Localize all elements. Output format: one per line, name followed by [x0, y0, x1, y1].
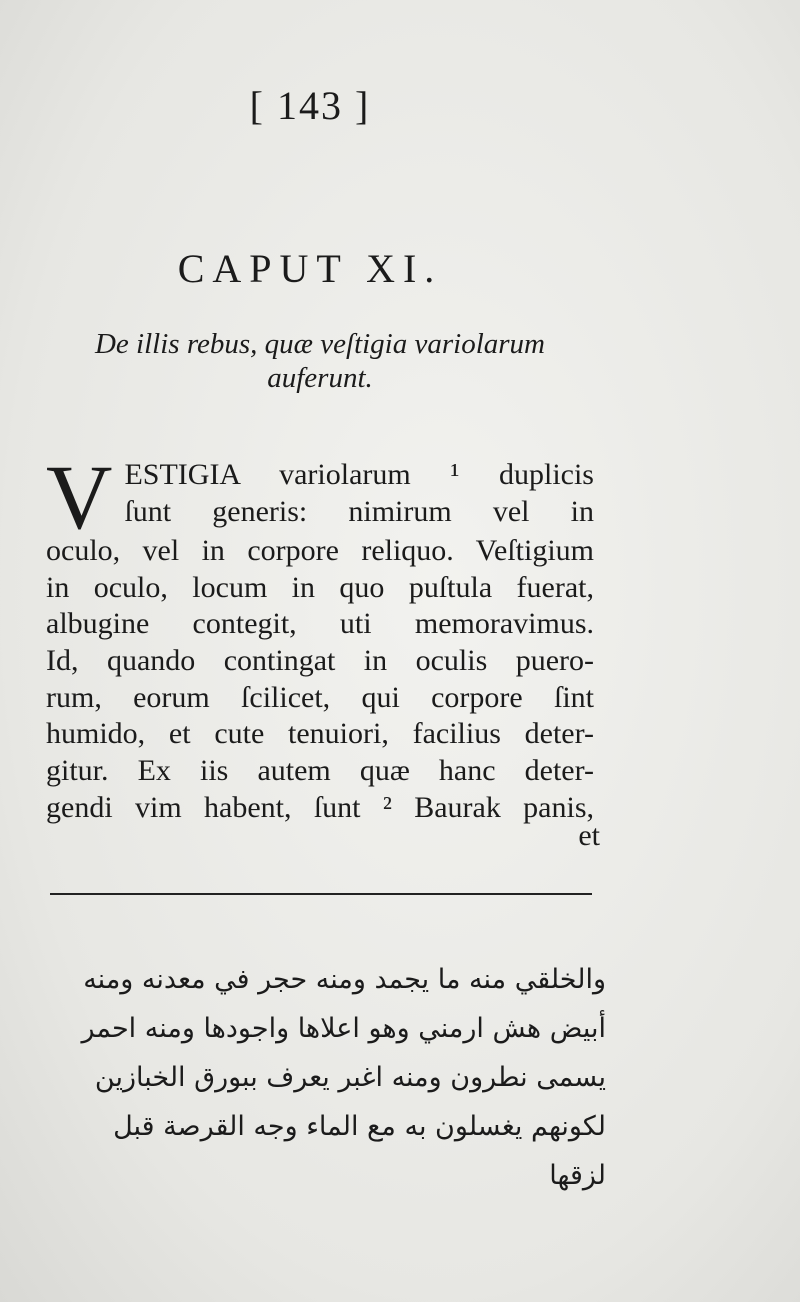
text-line: oculo, vel in corpore reliquo. Veſtigium [46, 534, 594, 567]
arabic-line: يسمى نطرون ومنه اغبر يعرف ببورق الخبازين [94, 1062, 606, 1093]
body-text [46, 446, 594, 827]
text-line: humido, et cute tenuiori, facilius deter- [46, 717, 594, 751]
text-line: ESTIGIA variolarum ¹ duplicis [124, 458, 594, 491]
chapter-subtitle: De illis rebus, quæ veſtigia variolarum auferunt. [94, 328, 545, 394]
arabic-line: لكونهم يغسلون به مع الماء وجه القرصة قبل [113, 1111, 606, 1142]
chapter-title: CAPUT XI. [177, 246, 443, 291]
arabic-line: والخلقي منه ما يجمد ومنه حجر في معدنه ومنه [83, 964, 606, 995]
catchword: et [578, 819, 600, 852]
text-line: gitur. Ex iis autem quæ hanc deter- [46, 754, 594, 788]
text-line: albugine contegit, uti memoravimus. [46, 607, 594, 641]
text-line: in oculo, locum in quo puſtula fuerat, [46, 570, 594, 604]
text-line: rum, eorum ſcilicet, qui corpore ſint [46, 680, 594, 714]
arabic-line: لزقها [549, 1160, 606, 1191]
arabic-footnote [46, 955, 606, 1200]
text-line: gendi vim habent, ſunt ² Baurak panis, [46, 790, 594, 824]
footnote-divider [50, 893, 592, 895]
text-line: Id, quando contingat in oculis puero- [46, 644, 594, 678]
drop-cap: V [46, 446, 113, 548]
arabic-line: أبيض هش ارمني وهو اعلاها واجودها ومنه احمر [81, 1013, 606, 1044]
text-line: ſunt generis: nimirum vel in [124, 494, 594, 528]
page-number: [ 143 ] [249, 83, 371, 128]
